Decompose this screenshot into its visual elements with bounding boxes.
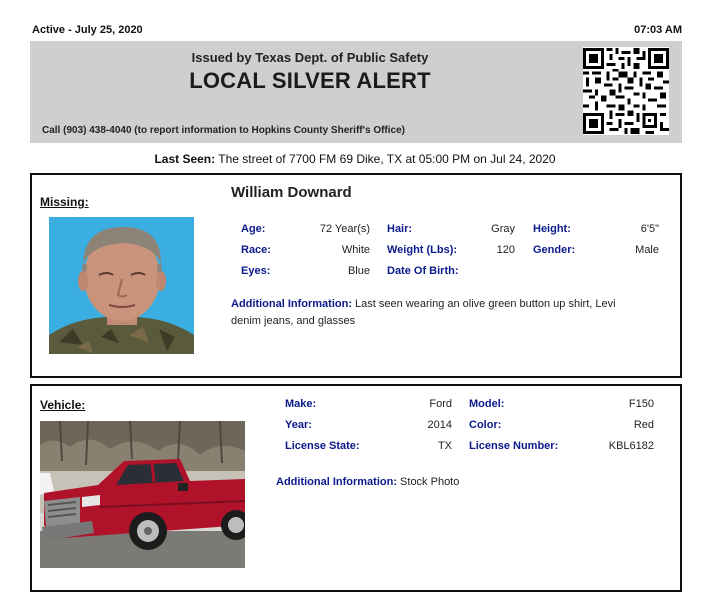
weight-value: 120 [496,244,515,256]
call-info: Call (903) 438-4040 (to report information to Hopkins County Sheriff's Office) [42,125,405,136]
qr-code-graphic [583,47,669,135]
alert-status: Active - July 25, 2020 [32,24,143,36]
eyes-value: Blue [347,265,370,277]
alert-time: 07:03 AM [634,24,682,36]
eyes-label: Eyes: [241,265,271,277]
make-value: Ford [429,398,452,410]
dob-label: Date Of Birth: [387,265,459,277]
alert-headline: LOCAL SILVER ALERT [189,68,431,93]
missing-person-name: William Downard [231,184,352,201]
hair-label: Hair: [387,223,413,235]
hair-value: Gray [491,223,515,235]
color-label: Color: [469,419,502,431]
last-seen-line [0,152,710,166]
missing-person-photo [49,217,194,354]
license-state-label: License State: [285,440,360,452]
weight-label: Weight (Lbs): [387,244,458,256]
vehicle-photo-graphic [40,421,245,568]
vehicle-section-label: Vehicle: [40,398,86,412]
vehicle-additional-label: Additional Information: [276,476,397,488]
height-value: 6'5" [640,223,659,235]
license-number-label: License Number: [469,440,559,452]
license-state-value: TX [437,440,452,452]
vehicle-section [30,384,682,592]
missing-additional-line2: denim jeans, and glasses [231,315,356,327]
top-bar [32,24,682,40]
year-label: Year: [285,419,312,431]
color-value: Red [633,419,654,431]
race-label: Race: [241,244,271,256]
last-seen-label: Last Seen: [154,152,216,166]
missing-additional-info [231,296,661,330]
vehicle-photo [40,421,245,568]
gender-value: Male [635,244,659,256]
missing-section-label: Missing: [40,195,89,209]
age-label: Age: [241,223,266,235]
gender-label: Gender: [533,244,576,256]
year-value: 2014 [427,419,452,431]
missing-additional-line1: Last seen wearing an olive green button up shirt, Levi [355,298,616,310]
race-value: White [341,244,370,256]
license-number-value: KBL6182 [608,440,654,452]
last-seen-text: The street of 7700 FM 69 Dike, TX at 05:00 PM on Jul 24, 2020 [218,152,556,166]
height-label: Height: [533,223,571,235]
qr-code-icon[interactable] [583,47,669,135]
vehicle-additional-value: Stock Photo [400,476,460,488]
age-value: 72 Year(s) [319,223,370,235]
issuer-text: Issued by Texas Dept. of Public Safety [191,50,429,65]
missing-person-section [30,173,682,378]
missing-additional-label: Additional Information: [231,298,352,310]
person-photo-graphic [49,217,194,354]
make-label: Make: [285,398,317,410]
model-value: F150 [628,398,654,410]
model-label: Model: [469,398,505,410]
vehicle-additional-info [276,474,656,491]
